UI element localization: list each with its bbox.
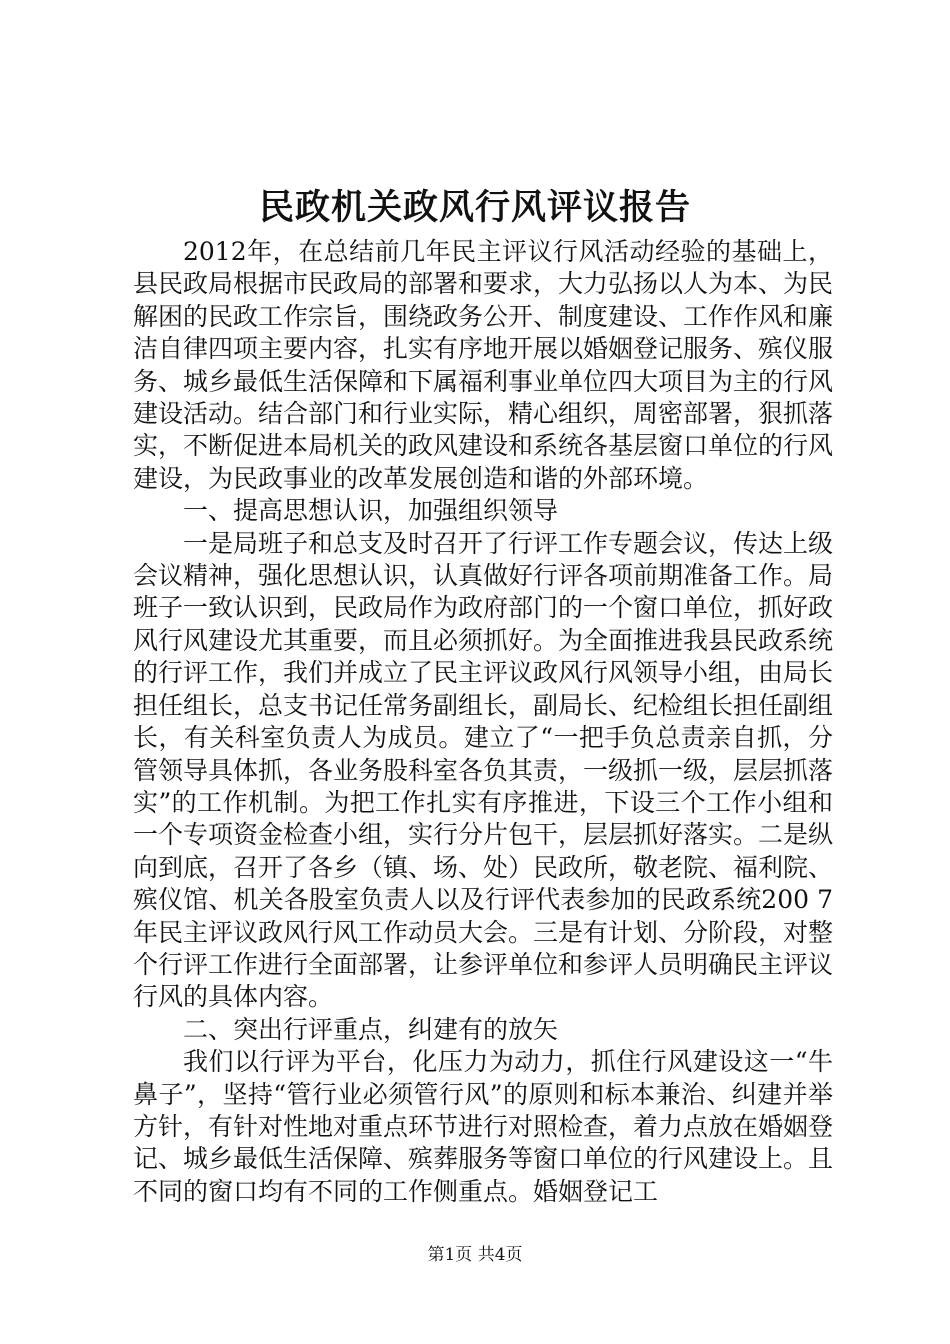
document-body	[133, 236, 833, 1208]
document-title: 民政机关政风行风评议报告	[258, 187, 691, 228]
section-heading-1: 一、提高思想认识，加强组织领导	[183, 496, 559, 526]
paragraph-section-2: 我们以行评为平台，化压力为动力，抓住行风建设这一“牛鼻子”，坚持“管行业必须管行风”的原则和标本兼治、纠建并举方针，有针对性地对重点环节进行对照检查，着力点放在婚姻登记、城乡最低生活保障、殡葬服务等窗口单位的行风建设上。且不同的窗口均有不同的工作侧重点。婚姻登记工	[133, 1047, 834, 1206]
section-heading-2: 二、突出行评重点，纠建有的放矢	[183, 1014, 559, 1044]
paragraph-intro: 2012年，在总结前几年民主评议行风活动经验的基础上，县民政局根据市民政局的部署和要求，大力弘扬以人为本、为民解困的民政工作宗旨，围绕政务公开、制度建设、工作作风和廉洁自律四项主要内容，扎实有序地开展以婚姻登记服务、殡仪服务、城乡最低生活保障和下属福利事业单位四大项目为主的行风建设活动。结合部门和行业实际，精心组织，周密部署，狠抓落实，不断促进本局机关的政风建设和系统各基层窗口单位的行风建设，为民政事业的改革发展创造和谐的外部环境。	[133, 237, 834, 493]
page-footer: 第1页 共4页	[427, 1245, 523, 1265]
paragraph-section-1: 一是局班子和总支及时召开了行评工作专题会议，传达上级会议精神，强化思想认识，认真做好行评各项前期准备工作。局班子一致认识到，民政局作为政府部门的一个窗口单位，抓好政风行风建设尤其重要，而且必须抓好。为全面推进我县民政系统的行评工作，我们并成立了民主评议政风行风领导小组，由局长担任组长，总支书记任常务副组长，副局长、纪检组长担任副组长，有关科室负责人为成员。建立了“一把手负总责亲自抓，分管领导具体抓，各业务股科室各负其责，一级抓一级，层层抓落实”的工作机制。为把工作扎实有序推进，下设三个工作小组和一个专项资金检查小组，实行分片包干，层层抓好落实。二是纵向到底，召开了各乡（镇、场、处）民政所，敬老院、福利院、殡仪馆、机关各股室负责人以及行评代表参加的民政系统200 7年民主评议政风行风工作动员大会。三是有计划、分阶段，对整个行评工作进行全面部署，让参评单位和参评人员明确民主评议行风的具体内容。	[133, 528, 834, 1012]
